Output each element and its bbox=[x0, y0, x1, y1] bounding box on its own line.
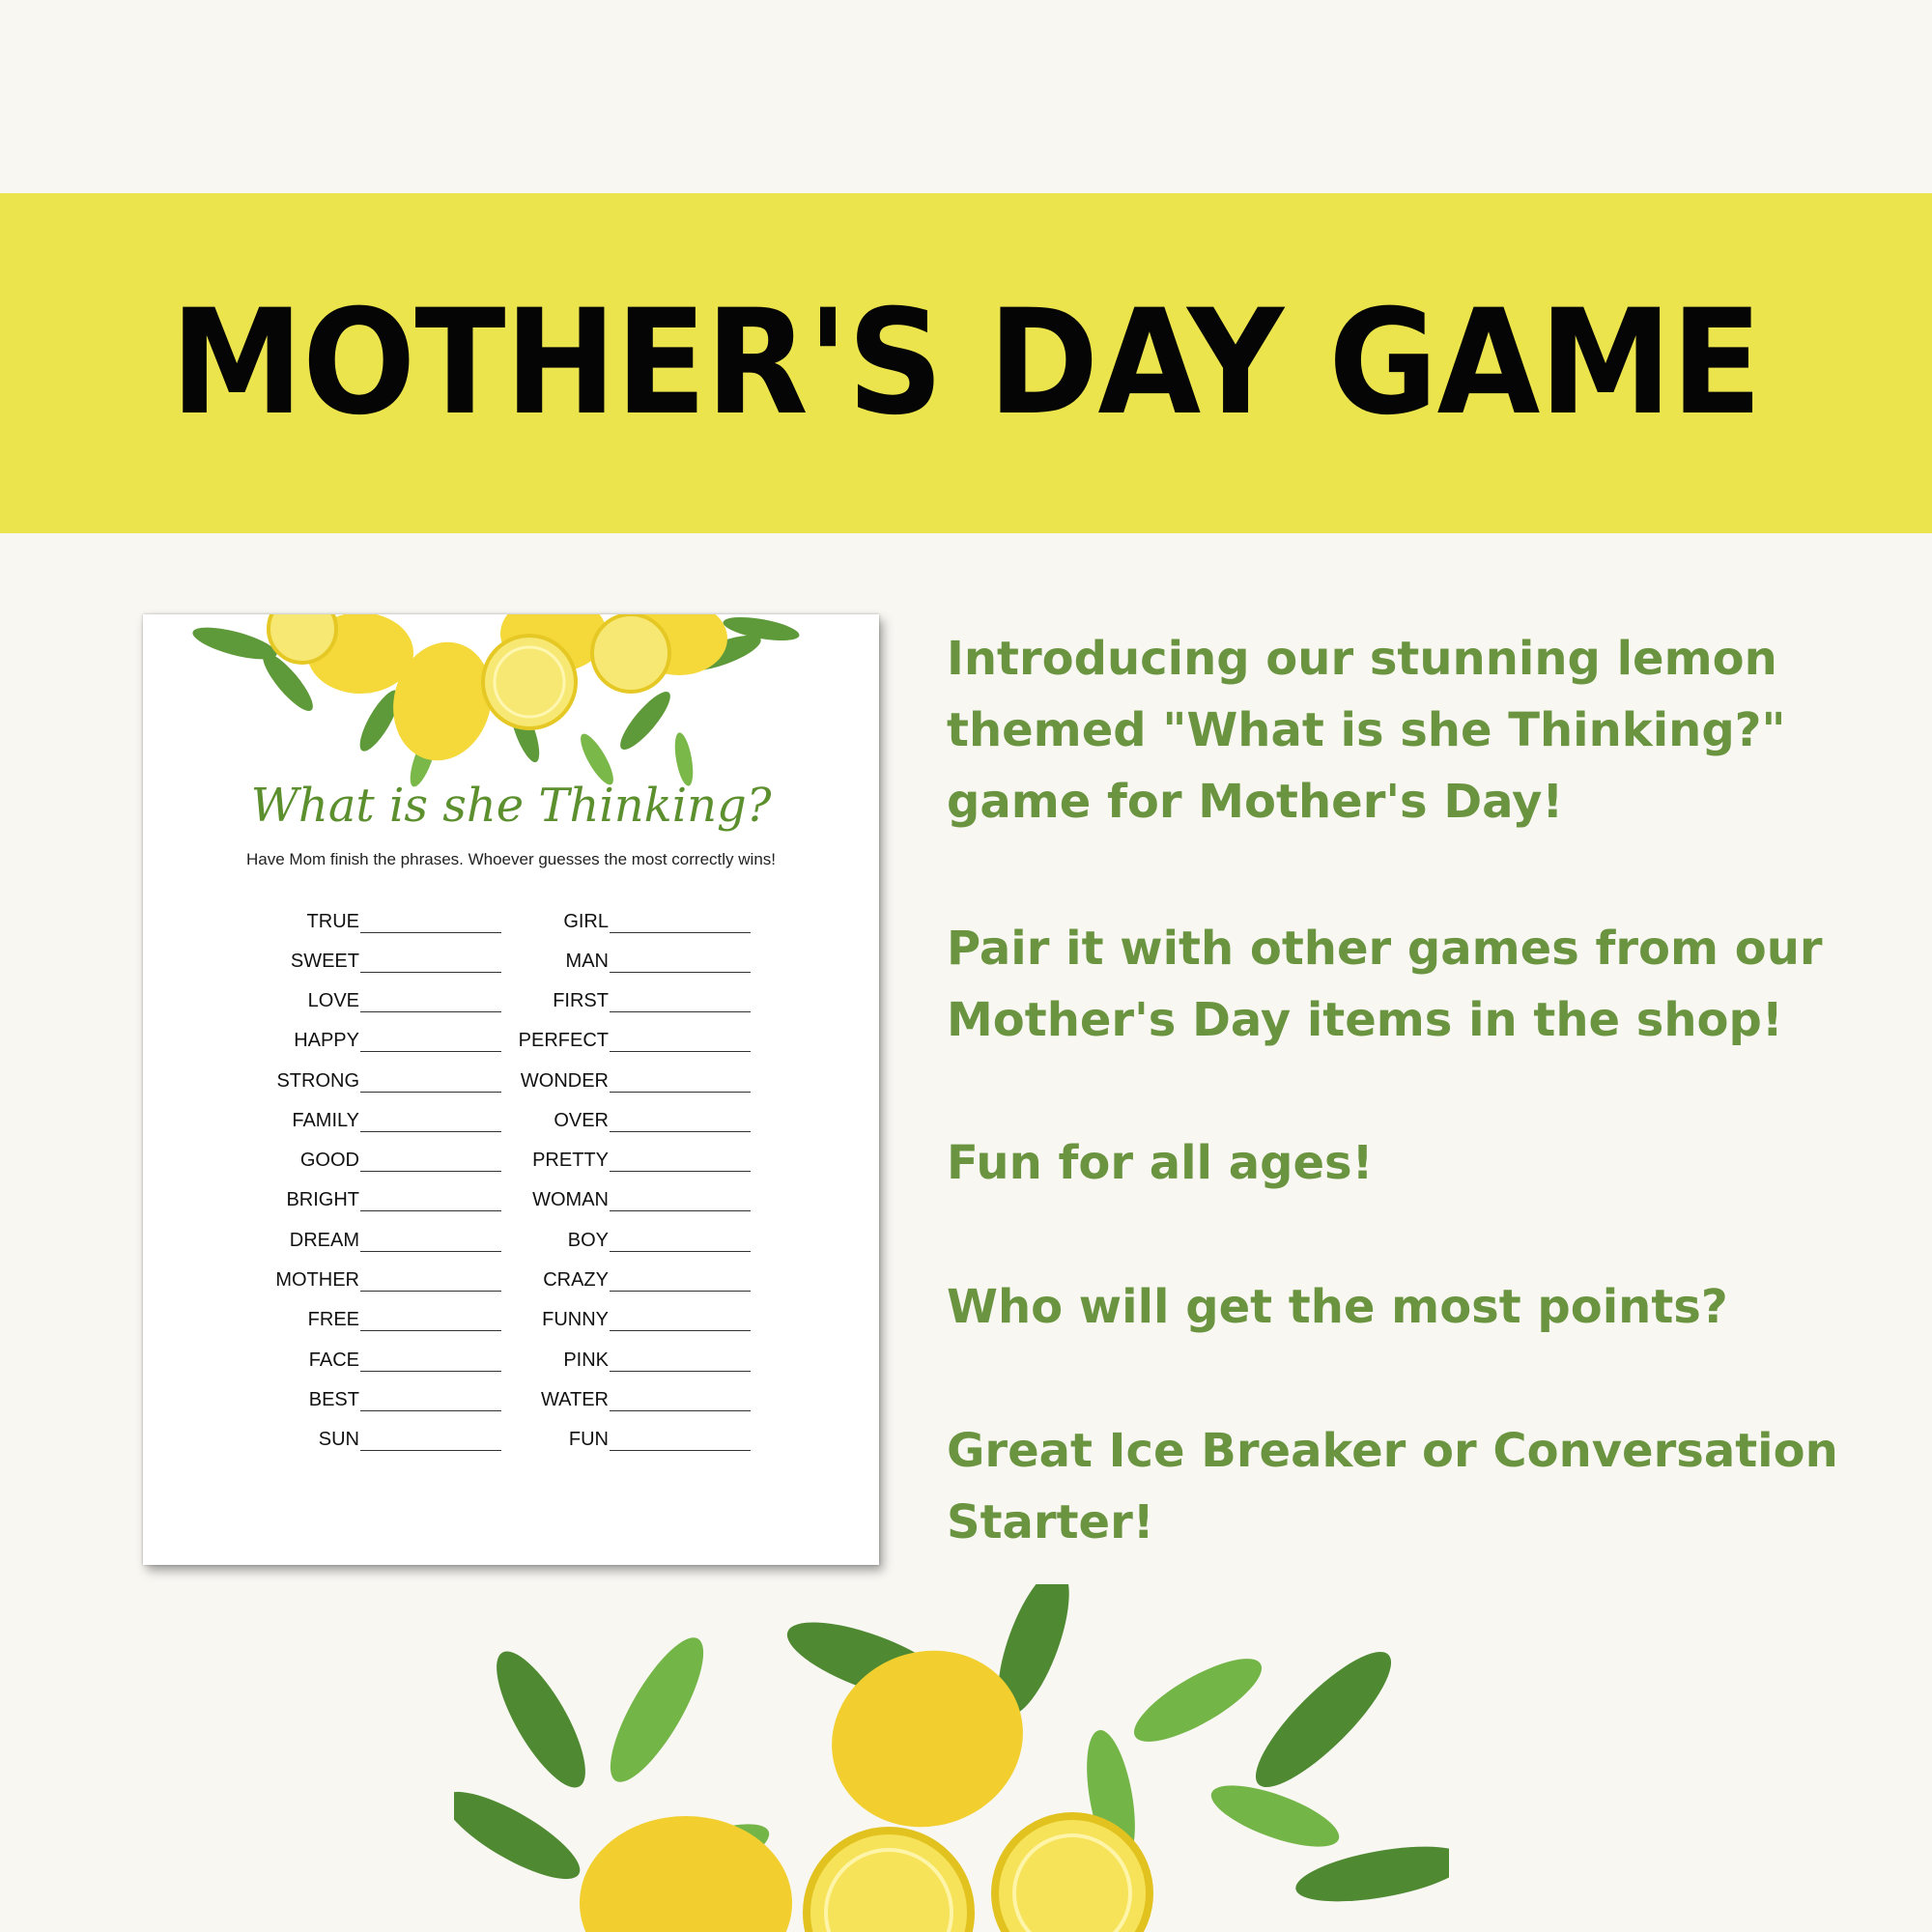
word-line: MOTHER bbox=[143, 1266, 501, 1292]
word-line: WONDER bbox=[143, 1067, 751, 1093]
description-paragraph: Pair it with other games from our Mother's Day items in the shop! bbox=[947, 922, 1823, 1047]
word-line: FREE bbox=[143, 1306, 501, 1331]
word-line: BEST bbox=[143, 1386, 501, 1411]
page-title: MOTHER'S DAY GAME bbox=[170, 279, 1762, 447]
printable-preview bbox=[143, 614, 879, 1565]
word-line: SUN bbox=[143, 1426, 501, 1451]
word-line: FAMILY bbox=[143, 1107, 501, 1132]
word-line: PRETTY bbox=[143, 1147, 751, 1172]
word-line: FIRST bbox=[143, 987, 751, 1012]
printable-instructions: Have Mom finish the phrases. Whoever guesses the most correctly wins! bbox=[246, 850, 776, 868]
word-line: PERFECT bbox=[143, 1027, 751, 1052]
description-paragraph: Who will get the most points? bbox=[947, 1280, 1728, 1334]
word-line: GIRL bbox=[143, 908, 751, 933]
description-paragraph: Introducing our stunning lemon themed "What is she Thinking?" game for Mother's Day! bbox=[947, 632, 1786, 829]
word-line: FUNNY bbox=[143, 1306, 751, 1331]
word-line: FUN bbox=[143, 1426, 751, 1451]
word-line: GOOD bbox=[143, 1147, 501, 1172]
word-line: DREAM bbox=[143, 1227, 501, 1252]
printable-title: What is she Thinking? bbox=[250, 779, 772, 833]
word-line: PINK bbox=[143, 1347, 751, 1372]
word-line: LOVE bbox=[143, 987, 501, 1012]
word-line: FACE bbox=[143, 1347, 501, 1372]
word-line: MAN bbox=[143, 948, 751, 973]
word-line: HAPPY bbox=[143, 1027, 501, 1052]
word-line: OVER bbox=[143, 1107, 751, 1132]
word-line: BRIGHT bbox=[143, 1186, 501, 1211]
description-paragraph: Great Ice Breaker or Conversation Starter! bbox=[947, 1424, 1838, 1549]
word-line: TRUE bbox=[143, 908, 501, 933]
word-line: WOMAN bbox=[143, 1186, 751, 1211]
lemon-bouquet-illustration bbox=[454, 1584, 1449, 1932]
word-line: STRONG bbox=[143, 1067, 501, 1093]
word-line: CRAZY bbox=[143, 1266, 751, 1292]
title-banner bbox=[0, 193, 1932, 533]
word-line: BOY bbox=[143, 1227, 751, 1252]
description-paragraph: Fun for all ages! bbox=[947, 1136, 1374, 1190]
word-line: SWEET bbox=[143, 948, 501, 973]
word-line: WATER bbox=[143, 1386, 751, 1411]
